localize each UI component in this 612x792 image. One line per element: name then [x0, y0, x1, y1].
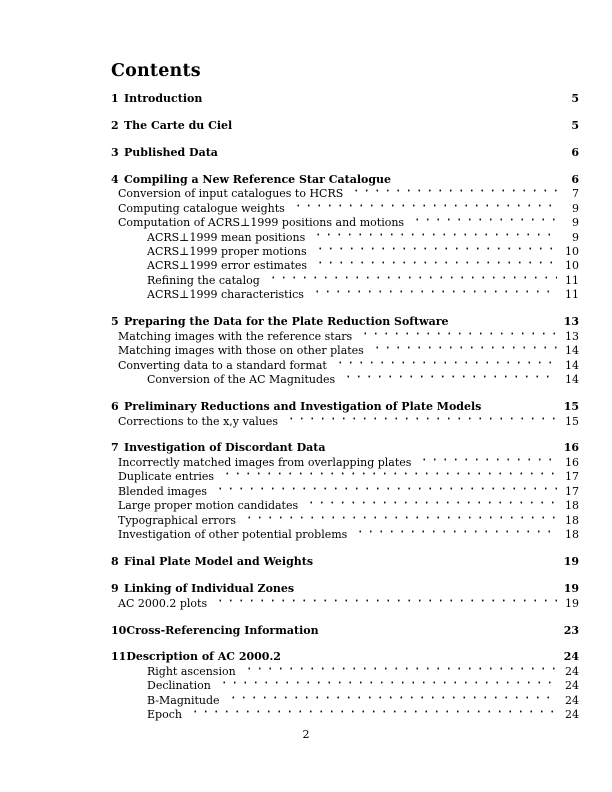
leader-dots	[348, 186, 557, 197]
toc-entry-page-number: 9	[572, 216, 579, 230]
toc-entry[interactable]	[111, 400, 579, 413]
toc-entry-page-number: 17	[565, 470, 579, 484]
leader-dots	[340, 372, 557, 383]
toc-entry-title: ACRS⊥1999 characteristics	[147, 288, 304, 302]
toc-entry-number: 4	[111, 172, 119, 186]
toc-entry[interactable]	[111, 329, 579, 343]
toc-entry-page-number: 24	[563, 650, 579, 664]
leader-dots	[332, 358, 557, 369]
toc-section-block	[111, 441, 579, 541]
leader-dots	[310, 230, 557, 241]
toc-entry-title: ACRS⊥1999 error estimates	[147, 259, 308, 273]
toc-entry-page-number: 24	[565, 708, 579, 722]
toc-entry[interactable]	[111, 273, 579, 287]
toc-entry[interactable]	[111, 372, 579, 386]
leader-dots	[187, 707, 557, 718]
toc-entry[interactable]	[111, 527, 579, 541]
toc-entry[interactable]	[111, 315, 579, 328]
toc-entry[interactable]	[111, 414, 579, 428]
toc-entry-title: Conversion of the AC Magnitudes	[147, 373, 336, 387]
leader-dots	[416, 455, 557, 466]
toc-entry[interactable]	[111, 215, 579, 229]
toc-entry-title: Typographical errors	[118, 513, 237, 527]
toc-section-block	[111, 92, 579, 105]
toc-entry-number: 7	[111, 441, 119, 455]
toc-entry-number: 8	[111, 555, 119, 569]
toc-entry-title: ACRS⊥1999 mean positions	[147, 230, 306, 244]
toc-entry-title: Preparing the Data for the Plate Reduction Software	[124, 315, 449, 329]
toc-entry-page-number: 5	[571, 118, 579, 132]
toc-entry-title: AC 2000.2 plots	[118, 596, 208, 610]
toc-entry-page-number: 10	[565, 259, 579, 273]
toc-entry-title: Matching images with those on other plates	[118, 344, 364, 358]
toc-entry[interactable]	[111, 650, 579, 663]
toc-entry[interactable]	[111, 582, 579, 595]
toc-entry-page-number: 18	[565, 528, 579, 542]
toc-entry-title: Converting data to a standard format	[118, 358, 327, 372]
toc-entry-title: Compiling a New Reference Star Catalogue	[124, 172, 392, 186]
leader-dots	[283, 414, 557, 425]
toc-entry[interactable]	[111, 664, 579, 678]
toc-entry-page-number: 9	[572, 230, 579, 244]
toc-entry[interactable]	[111, 230, 579, 244]
leader-dots	[352, 527, 557, 538]
leader-dots	[265, 273, 557, 284]
toc-entry-page-number: 16	[565, 455, 579, 469]
toc-entry-title: Published Data	[124, 145, 218, 159]
toc-entry-page-number: 17	[565, 484, 579, 498]
toc-entry[interactable]	[111, 92, 579, 105]
toc-entry-number: 5	[111, 315, 119, 329]
toc-list	[111, 92, 579, 722]
toc-entry[interactable]	[111, 287, 579, 301]
toc-entry[interactable]	[111, 455, 579, 469]
toc-entry-page-number: 18	[565, 499, 579, 513]
toc-entry[interactable]	[111, 186, 579, 200]
toc-section-block	[111, 555, 579, 568]
toc-entry-page-number: 5	[571, 91, 579, 105]
toc-entry-page-number: 16	[563, 441, 579, 455]
toc-entry-page-number: 14	[565, 373, 579, 387]
toc-entry[interactable]	[111, 555, 579, 568]
toc-entry-page-number: 10	[565, 245, 579, 258]
toc-entry-title: Matching images with the reference stars	[118, 329, 353, 343]
leader-dots	[212, 484, 557, 495]
leader-dots	[241, 513, 557, 524]
toc-entry[interactable]	[111, 441, 579, 454]
contents-heading: Contents	[111, 61, 201, 81]
toc-entry-title: Linking of Individual Zones	[124, 582, 295, 596]
leader-dots	[241, 664, 557, 675]
toc-entry[interactable]	[111, 258, 579, 272]
toc-entry[interactable]	[111, 119, 579, 132]
toc-entry-number: 3	[111, 145, 119, 159]
toc-entry[interactable]	[111, 513, 579, 527]
toc-entry-page-number: 15	[563, 400, 579, 414]
toc-entry[interactable]	[111, 244, 579, 258]
toc-entry-page-number: 13	[565, 329, 579, 343]
leader-dots	[312, 244, 557, 255]
toc-section-block	[111, 582, 579, 610]
toc-entry-title: Final Plate Model and Weights	[124, 555, 314, 569]
toc-entry-title: Right ascension	[147, 664, 236, 678]
toc-entry-title: B-Magnitude	[147, 693, 220, 707]
toc-entry-page-number: 13	[563, 315, 579, 329]
toc-entry-page-number: 6	[571, 145, 579, 159]
toc-entry-title: Cross-Referencing Information	[126, 623, 319, 637]
leader-dots	[312, 258, 557, 269]
toc-entry-page-number: 18	[565, 513, 579, 527]
toc-entry-page-number: 14	[565, 358, 579, 372]
leader-dots	[216, 678, 557, 689]
leader-dots	[357, 329, 557, 340]
toc-entry-page-number: 24	[565, 664, 579, 678]
toc-entry-title: Duplicate entries	[118, 470, 215, 484]
toc-entry-page-number: 11	[565, 273, 579, 287]
toc-entry-page-number: 24	[565, 693, 579, 707]
toc-entry-title: Investigation of Discordant Data	[124, 441, 326, 455]
leader-dots	[212, 596, 557, 607]
toc-content	[111, 62, 579, 722]
toc-entry-title: The Carte du Ciel	[124, 118, 233, 132]
toc-entry-title: Declination	[147, 679, 211, 693]
leader-dots	[369, 343, 557, 354]
page-number-footer: 2	[302, 728, 310, 741]
leader-dots	[303, 498, 557, 509]
leader-dots	[409, 215, 557, 226]
toc-entry-title: Investigation of other potential problems	[118, 528, 348, 542]
toc-entry-number: 6	[111, 400, 119, 414]
toc-section-block	[111, 400, 579, 428]
toc-section-block	[111, 146, 579, 159]
toc-entry-title: ACRS⊥1999 proper motions	[147, 245, 307, 258]
toc-entry-page-number: 9	[572, 201, 579, 215]
toc-entry[interactable]	[111, 624, 579, 637]
leader-dots	[290, 201, 557, 212]
toc-entry[interactable]	[111, 693, 579, 707]
toc-entry-page-number: 14	[565, 344, 579, 358]
toc-entry[interactable]	[111, 484, 579, 498]
toc-entry[interactable]	[111, 469, 579, 483]
toc-entry-title: Large proper motion candidates	[118, 499, 299, 513]
toc-entry-title: Computation of ACRS⊥1999 positions and motions	[118, 216, 405, 230]
toc-entry[interactable]	[111, 498, 579, 512]
toc-entry-page-number: 6	[571, 172, 579, 186]
leader-dots	[309, 287, 557, 298]
toc-entry[interactable]	[111, 596, 579, 610]
toc-entry-page-number: 23	[563, 623, 579, 637]
toc-entry-title: Corrections to the x,y values	[118, 414, 279, 428]
toc-entry-title: Incorrectly matched images from overlapping plates	[118, 455, 412, 469]
toc-entry-title: Preliminary Reductions and Investigation of Plate Models	[124, 400, 482, 414]
toc-entry[interactable]	[111, 173, 579, 186]
toc-entry-title: Description of AC 2000.2	[126, 650, 281, 664]
toc-entry-page-number: 19	[563, 555, 579, 569]
toc-entry-number: 2	[111, 118, 119, 132]
toc-entry-title: Blended images	[118, 484, 207, 498]
toc-entry-number: 11	[111, 650, 127, 664]
toc-entry-title: Conversion of input catalogues to HCRS	[118, 187, 344, 201]
toc-entry[interactable]	[111, 678, 579, 692]
toc-entry-title: Epoch	[147, 708, 182, 722]
toc-entry[interactable]	[111, 358, 579, 372]
toc-section-block	[111, 173, 579, 302]
toc-entry-page-number: 19	[563, 582, 579, 596]
toc-entry[interactable]	[111, 146, 579, 159]
toc-entry-title: Introduction	[124, 91, 203, 105]
toc-entry-title: Refining the catalog	[147, 273, 260, 287]
toc-entry-number: 9	[111, 582, 119, 596]
toc-entry-page-number: 7	[572, 187, 579, 201]
toc-entry-number: 10	[111, 623, 127, 637]
toc-section-block	[111, 650, 579, 721]
leader-dots	[225, 693, 557, 704]
toc-entry-page-number: 11	[565, 288, 579, 302]
toc-entry-page-number: 24	[565, 679, 579, 693]
toc-entry-number: 1	[111, 91, 119, 105]
toc-section-block	[111, 624, 579, 637]
toc-entry[interactable]	[111, 707, 579, 721]
toc-section-block	[111, 315, 579, 386]
toc-entry[interactable]	[111, 343, 579, 357]
leader-dots	[219, 469, 557, 480]
toc-entry-page-number: 19	[565, 596, 579, 610]
toc-entry-page-number: 15	[565, 414, 579, 428]
toc-entry-title: Computing catalogue weights	[118, 201, 285, 215]
toc-entry[interactable]	[111, 201, 579, 215]
toc-section-block	[111, 119, 579, 132]
